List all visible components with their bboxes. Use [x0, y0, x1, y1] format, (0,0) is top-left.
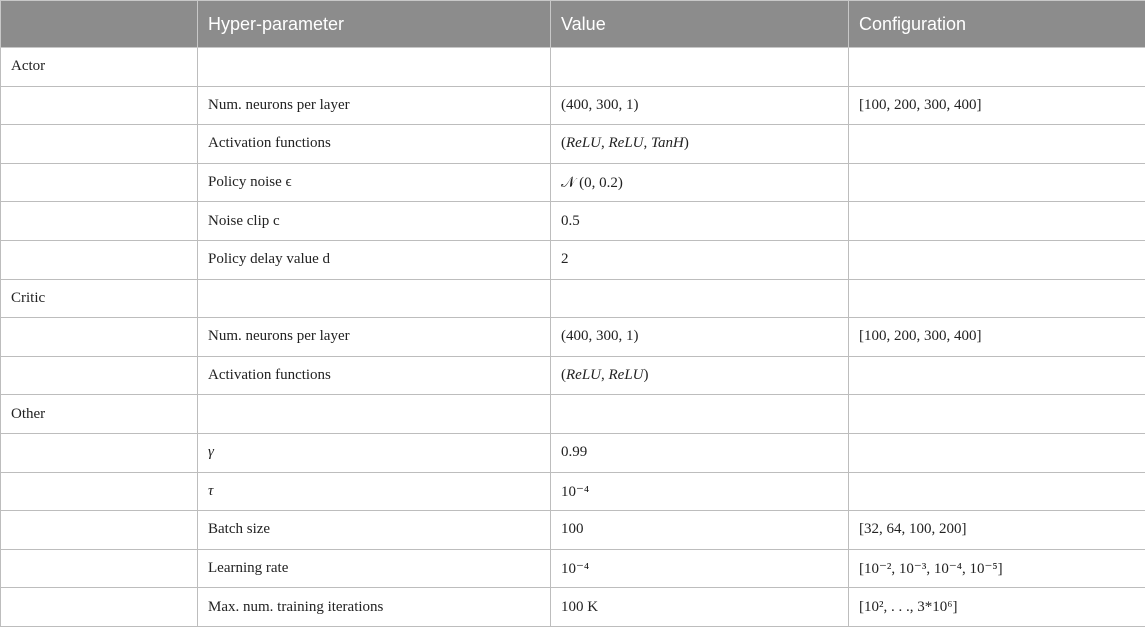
value-cell: 𝒩 (0, 0.2): [551, 163, 849, 202]
section-label: Critic: [1, 279, 198, 318]
value-cell: 100: [551, 511, 849, 550]
param-cell: Batch size: [198, 511, 551, 550]
table-row: [1, 549, 1145, 588]
empty-cell: [1, 588, 198, 627]
empty-cell: [1, 472, 198, 511]
table-row: [1, 163, 1145, 202]
config-cell: [849, 356, 1145, 395]
value-cell: 0.99: [551, 433, 849, 472]
empty-cell: [1, 433, 198, 472]
config-cell: [849, 240, 1145, 279]
param-cell: Learning rate: [198, 549, 551, 588]
section-row-actor: [1, 48, 1145, 87]
param-cell: Policy delay value d: [198, 240, 551, 279]
table-row: [1, 202, 1145, 241]
header-hyper-parameter: Hyper-parameter: [198, 1, 551, 48]
config-cell: [10⁻², 10⁻³, 10⁻⁴, 10⁻⁵]: [849, 549, 1145, 588]
section-label: Actor: [1, 48, 198, 87]
empty-cell: [849, 395, 1145, 434]
section-row-critic: [1, 279, 1145, 318]
table-row: [1, 86, 1145, 125]
value-cell: (400, 300, 1): [551, 318, 849, 357]
config-cell: [32, 64, 100, 200]: [849, 511, 1145, 550]
config-cell: [100, 200, 300, 400]: [849, 318, 1145, 357]
table-row: [1, 588, 1145, 627]
empty-cell: [198, 395, 551, 434]
param-cell: Activation functions: [198, 125, 551, 164]
value-cell: (ReLU, ReLU, TanH): [551, 125, 849, 164]
table-row: [1, 125, 1145, 164]
empty-cell: [1, 86, 198, 125]
value-cell: 0.5: [551, 202, 849, 241]
header-row: [1, 1, 1145, 48]
config-cell: [849, 433, 1145, 472]
table-row: [1, 433, 1145, 472]
param-cell: γ: [198, 433, 551, 472]
header-configuration: Configuration: [849, 1, 1145, 48]
table-row: [1, 511, 1145, 550]
section-label: Other: [1, 395, 198, 434]
empty-cell: [1, 240, 198, 279]
param-cell: Num. neurons per layer: [198, 318, 551, 357]
value-cell: (400, 300, 1): [551, 86, 849, 125]
header-group: [1, 1, 198, 48]
empty-cell: [198, 48, 551, 87]
value-cell: 10⁻⁴: [551, 472, 849, 511]
value-cell: 10⁻⁴: [551, 549, 849, 588]
empty-cell: [1, 549, 198, 588]
value-cell: 2: [551, 240, 849, 279]
section-row-other: [1, 395, 1145, 434]
param-cell: τ: [198, 472, 551, 511]
empty-cell: [1, 356, 198, 395]
param-cell: Noise clip c: [198, 202, 551, 241]
table-row: [1, 318, 1145, 357]
table-row: [1, 240, 1145, 279]
value-cell: (ReLU, ReLU): [551, 356, 849, 395]
table-row: [1, 356, 1145, 395]
config-cell: [849, 125, 1145, 164]
empty-cell: [1, 163, 198, 202]
config-cell: [10², . . ., 3*10⁶]: [849, 588, 1145, 627]
empty-cell: [1, 125, 198, 164]
empty-cell: [1, 511, 198, 550]
config-cell: [849, 163, 1145, 202]
param-cell: Policy noise ϵ: [198, 163, 551, 202]
param-cell: Num. neurons per layer: [198, 86, 551, 125]
table-row: [1, 472, 1145, 511]
empty-cell: [198, 279, 551, 318]
config-cell: [849, 202, 1145, 241]
value-cell: 100 K: [551, 588, 849, 627]
empty-cell: [1, 202, 198, 241]
empty-cell: [551, 279, 849, 318]
param-cell: Max. num. training iterations: [198, 588, 551, 627]
config-cell: [100, 200, 300, 400]: [849, 86, 1145, 125]
empty-cell: [849, 48, 1145, 87]
empty-cell: [1, 318, 198, 357]
param-cell: Activation functions: [198, 356, 551, 395]
config-cell: [849, 472, 1145, 511]
empty-cell: [849, 279, 1145, 318]
empty-cell: [551, 48, 849, 87]
empty-cell: [551, 395, 849, 434]
header-value: Value: [551, 1, 849, 48]
